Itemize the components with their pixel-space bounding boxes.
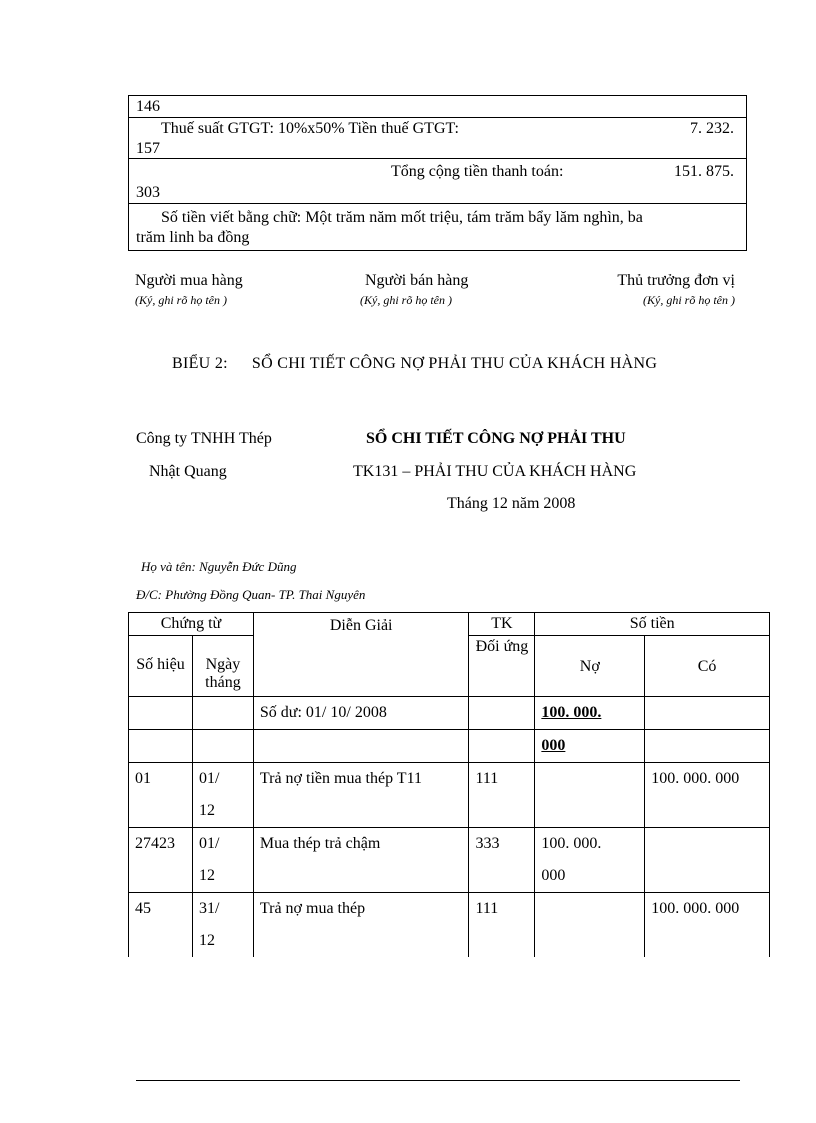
table-row	[129, 828, 770, 893]
row-ngay-month: 12	[198, 867, 215, 884]
row-ngay	[192, 893, 253, 958]
signature-seller-title: Người bán hàng	[365, 272, 469, 289]
row-so-hieu: 45	[129, 893, 193, 958]
row-co	[645, 828, 770, 893]
opening-balance-row	[129, 697, 770, 730]
appendix-title: SỔ CHI TIẾT CÔNG NỢ PHẢI THU CỦA KHÁCH HÀNG	[251, 355, 658, 372]
row-ngay	[192, 828, 253, 893]
tax-value: 7. 232.	[690, 120, 734, 137]
company-name-2: Nhật Quang	[149, 463, 227, 480]
appendix-heading	[172, 355, 657, 373]
opening-balance-label: Số dư: 01/ 10/ 2008	[253, 697, 469, 730]
row-ngay-month: 12	[198, 932, 215, 949]
row-dien-giai: Mua thép trả chậm	[253, 828, 469, 893]
row-dien-giai: Trả nợ mua thép	[253, 893, 469, 958]
header-row-1	[129, 613, 770, 636]
row-no	[535, 893, 645, 958]
amount-in-words-1: Số tiền viết bằng chữ: Một trăm năm mốt triệu, tám trăm bẩy lăm nghìn, ba	[161, 209, 643, 226]
total-value: 151. 875.	[674, 163, 734, 180]
row-ngay-month: 12	[198, 802, 215, 819]
invoice-summary-box	[128, 95, 747, 251]
invoice-line-303: 303	[136, 184, 160, 201]
appendix-label: BIỂU 2:	[172, 355, 228, 372]
header-doi-ung: Đối ứng	[469, 636, 535, 697]
amount-in-words-2: trăm linh ba đồng	[136, 229, 250, 246]
header-no: Nợ	[535, 636, 645, 697]
ledger-table	[128, 612, 770, 957]
header-co: Có	[645, 636, 770, 697]
row-co: 100. 000. 000	[645, 893, 770, 958]
opening-balance-no-2: 000	[535, 730, 645, 763]
header-so-hieu: Số hiệu	[129, 636, 193, 697]
header-ngay-thang: Ngày tháng	[192, 636, 253, 697]
table-row	[129, 763, 770, 828]
header-chung-tu: Chứng từ	[129, 613, 254, 636]
row-tk: 333	[469, 828, 535, 893]
invoice-line-157: 157	[136, 140, 160, 157]
opening-balance-no-1: 100. 000.	[535, 697, 645, 730]
opening-balance-row-cont	[129, 730, 770, 763]
row-dien-giai: Trả nợ tiền mua thép T11	[253, 763, 469, 828]
row-ngay-day: 01/	[198, 835, 220, 852]
header-so-tien: Số tiền	[535, 613, 770, 636]
invoice-row-tax	[129, 117, 746, 159]
customer-name: Họ và tên: Nguyễn Đức Dũng	[141, 559, 297, 574]
signature-seller-note: (Ký, ghi rõ họ tên )	[360, 293, 452, 307]
row-co: 100. 000. 000	[645, 763, 770, 828]
invoice-line-146: 146	[136, 98, 160, 115]
company-name-1: Công ty TNHH Thép	[136, 430, 272, 447]
row-so-hieu: 01	[129, 763, 193, 828]
invoice-row-total	[129, 158, 746, 204]
row-so-hieu: 27423	[129, 828, 193, 893]
row-tk: 111	[469, 893, 535, 958]
ledger-title: SỔ CHI TIẾT CÔNG NỢ PHẢI THU	[366, 430, 626, 447]
header-tk: TK	[469, 613, 535, 636]
table-row	[129, 893, 770, 958]
ledger-account: TK131 – PHẢI THU CỦA KHÁCH HÀNG	[353, 463, 637, 480]
signature-director-title: Thủ trưởng đơn vị	[617, 272, 735, 289]
ledger-period: Tháng 12 năm 2008	[447, 495, 576, 512]
customer-address: Đ/C: Phường Đồng Quan- TP. Thai Nguyên	[136, 587, 366, 602]
signature-director-note: (Ký, ghi rõ họ tên )	[643, 293, 735, 307]
row-no	[535, 763, 645, 828]
total-label: Tổng cộng tiền thanh toán:	[391, 163, 564, 180]
row-tk: 111	[469, 763, 535, 828]
row-no: 100. 000. 000	[535, 828, 645, 893]
tax-label: Thuế suất GTGT: 10%x50% Tiền thuế GTGT:	[161, 120, 459, 137]
row-ngay-day: 01/	[198, 770, 220, 787]
footer-rule	[136, 1080, 740, 1081]
signature-buyer-note: (Ký, ghi rõ họ tên )	[135, 293, 227, 307]
row-ngay-day: 31/	[198, 900, 220, 917]
row-ngay	[192, 763, 253, 828]
invoice-row-words	[129, 203, 746, 250]
signature-buyer-title: Người mua hàng	[135, 272, 243, 289]
header-dien-giai: Diễn Giải	[253, 613, 469, 697]
invoice-row-1	[129, 96, 746, 118]
